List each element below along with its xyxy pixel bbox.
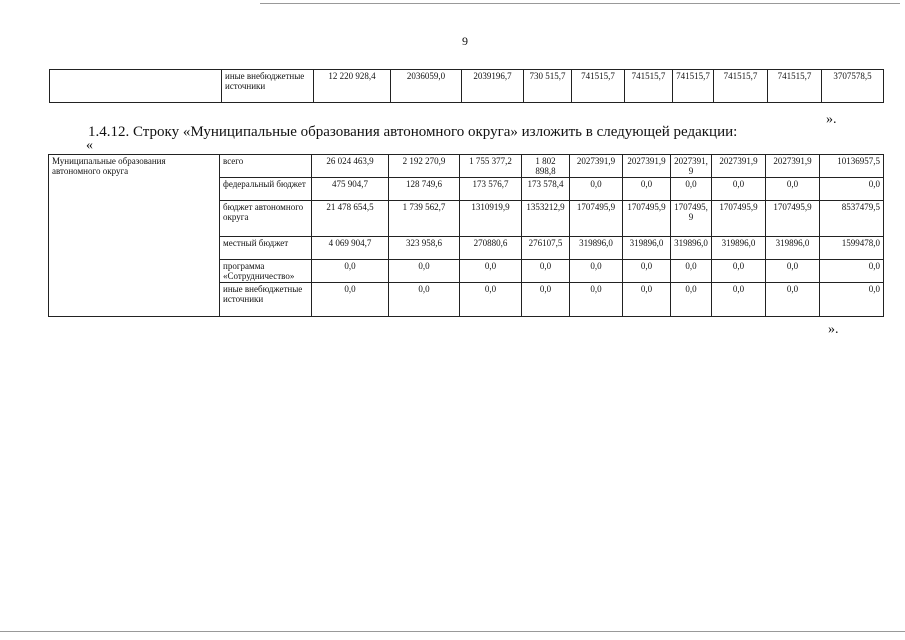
scan-edge-bottom — [0, 631, 905, 632]
value-cell: 1353212,9 — [522, 201, 570, 237]
value-cell: 0,0 — [522, 283, 570, 317]
value-cell: 1 755 377,2 — [460, 155, 522, 178]
municipal-budget-table — [48, 154, 884, 317]
value-cell: 0,0 — [712, 283, 766, 317]
value-cell: 323 958,6 — [389, 237, 460, 260]
value-cell: 276107,5 — [522, 237, 570, 260]
value-cell: 1707495,9 — [671, 201, 712, 237]
value-cell: 10136957,5 — [820, 155, 884, 178]
value-cell: 0,0 — [820, 260, 884, 283]
value-cell: 0,0 — [671, 283, 712, 317]
value-cell: 0,0 — [623, 260, 671, 283]
value-cell: 0,0 — [712, 260, 766, 283]
value-cell: 26 024 463,9 — [312, 155, 389, 178]
value-cell: 2027391,9 — [623, 155, 671, 178]
value-cell: 0,0 — [820, 283, 884, 317]
row-label: иные внебюджетные источники — [222, 70, 314, 103]
value-cell: 0,0 — [312, 283, 389, 317]
value-cell: 1707495,9 — [570, 201, 623, 237]
value-cell: 0,0 — [460, 260, 522, 283]
value-cell: 2 192 270,9 — [389, 155, 460, 178]
value-cell: 2036059,0 — [391, 70, 462, 103]
value-cell: 741515,7 — [768, 70, 822, 103]
value-cell: 0,0 — [570, 178, 623, 201]
value-cell: 319896,0 — [623, 237, 671, 260]
value-cell: 21 478 654,5 — [312, 201, 389, 237]
value-cell: 475 904,7 — [312, 178, 389, 201]
table-row — [50, 70, 884, 103]
value-cell: 741515,7 — [625, 70, 673, 103]
value-cell: 0,0 — [389, 260, 460, 283]
value-cell: 0,0 — [522, 260, 570, 283]
value-cell: 0,0 — [671, 260, 712, 283]
value-cell: 741515,7 — [673, 70, 714, 103]
table-row — [49, 155, 884, 178]
value-cell: 0,0 — [820, 178, 884, 201]
table-title: Муниципальные образования автономного округа — [49, 155, 220, 317]
value-cell: 1707495,9 — [623, 201, 671, 237]
value-cell: 0,0 — [623, 178, 671, 201]
closing-quote: ». — [828, 322, 839, 337]
row-label: программа «Сотрудничество» — [220, 260, 312, 283]
value-cell: 4 069 904,7 — [312, 237, 389, 260]
value-cell: 0,0 — [766, 283, 820, 317]
scan-edge-top — [260, 3, 900, 4]
section-heading: 1.4.12. Строку «Муниципальные образования автономного округа» изложить в следующей редакции: — [88, 124, 738, 140]
row-label: иные внебюджетные источники — [220, 283, 312, 317]
row-label: бюджет автономного округа — [220, 201, 312, 237]
value-cell: 319896,0 — [671, 237, 712, 260]
value-cell: 12 220 928,4 — [314, 70, 391, 103]
value-cell: 8537479,5 — [820, 201, 884, 237]
value-cell: 319896,0 — [570, 237, 623, 260]
value-cell: 741515,7 — [572, 70, 625, 103]
value-cell: 2027391,9 — [671, 155, 712, 178]
value-cell: 741515,7 — [714, 70, 768, 103]
value-cell: 0,0 — [570, 260, 623, 283]
value-cell: 2027391,9 — [712, 155, 766, 178]
value-cell: 0,0 — [766, 260, 820, 283]
value-cell: 2027391,9 — [570, 155, 623, 178]
closing-quote: ». — [826, 112, 837, 127]
value-cell: 1310919,9 — [460, 201, 522, 237]
opening-quote: « — [86, 138, 93, 153]
empty-cell — [50, 70, 222, 103]
value-cell: 2039196,7 — [462, 70, 524, 103]
value-cell: 128 749,6 — [389, 178, 460, 201]
value-cell: 173 576,7 — [460, 178, 522, 201]
value-cell: 3707578,5 — [822, 70, 884, 103]
row-label: всего — [220, 155, 312, 178]
value-cell: 1 802 898,8 — [522, 155, 570, 178]
value-cell: 319896,0 — [712, 237, 766, 260]
row-label: федеральный бюджет — [220, 178, 312, 201]
top-budget-table — [49, 69, 884, 103]
value-cell: 270880,6 — [460, 237, 522, 260]
page-number: 9 — [462, 34, 468, 48]
value-cell: 173 578,4 — [522, 178, 570, 201]
value-cell: 0,0 — [671, 178, 712, 201]
value-cell: 730 515,7 — [524, 70, 572, 103]
value-cell: 0,0 — [766, 178, 820, 201]
value-cell: 0,0 — [460, 283, 522, 317]
value-cell: 1 739 562,7 — [389, 201, 460, 237]
value-cell: 1599478,0 — [820, 237, 884, 260]
value-cell: 0,0 — [712, 178, 766, 201]
value-cell: 0,0 — [312, 260, 389, 283]
value-cell: 0,0 — [570, 283, 623, 317]
row-label: местный бюджет — [220, 237, 312, 260]
value-cell: 0,0 — [389, 283, 460, 317]
value-cell: 2027391,9 — [766, 155, 820, 178]
value-cell: 319896,0 — [766, 237, 820, 260]
value-cell: 0,0 — [623, 283, 671, 317]
value-cell: 1707495,9 — [712, 201, 766, 237]
value-cell: 1707495,9 — [766, 201, 820, 237]
